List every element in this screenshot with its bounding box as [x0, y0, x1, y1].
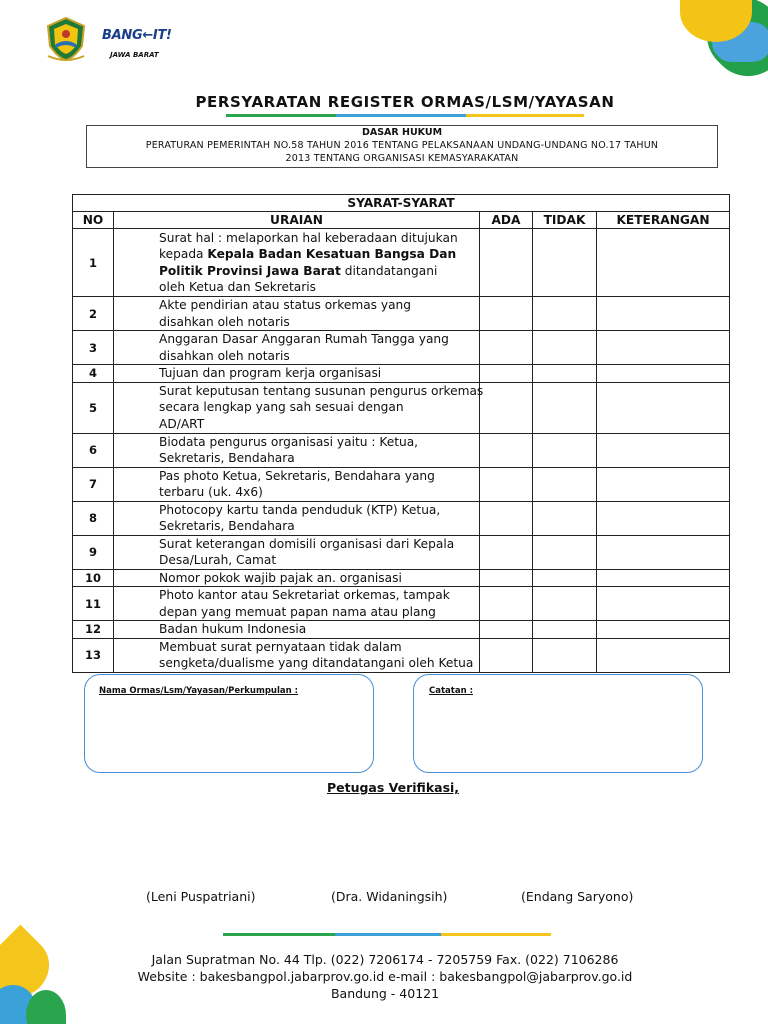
footer-web: Website : bakesbangpol.jabarprov.go.id e-mail : bakesbangpol@jabarprov.go.id [137, 969, 633, 984]
requirement-description [114, 229, 480, 297]
requirement-line: disahkan oleh notaris [159, 314, 290, 329]
requirement-line: Badan hukum Indonesia [159, 622, 307, 636]
table-row [73, 501, 730, 535]
ada-cell[interactable] [480, 501, 533, 535]
requirement-line: Biodata pengurus organisasi yaitu : Ketua, [159, 434, 419, 449]
row-number: 2 [73, 297, 114, 331]
requirement-line: Surat hal : melaporkan hal keberadaan ditujukan [159, 230, 458, 245]
brand-main-text: BANG←IT! [102, 28, 172, 43]
keterangan-cell[interactable] [597, 365, 730, 383]
requirement-description [114, 297, 480, 331]
keterangan-cell[interactable] [597, 587, 730, 621]
requirement-line: Akte pendirian atau status orkemas yang [159, 298, 412, 312]
requirement-text-bold: Politik Provinsi Jawa Barat [159, 263, 341, 278]
organization-name-box[interactable] [84, 674, 374, 773]
title-accent-yellow [466, 114, 584, 117]
page-title: PERSYARATAN REGISTER ORMAS/LSM/YAYASAN [195, 93, 615, 111]
tidak-cell[interactable] [533, 535, 597, 569]
requirement-line: Desa/Lurah, Camat [159, 553, 277, 567]
row-number: 9 [73, 535, 114, 569]
ada-cell[interactable] [480, 467, 533, 501]
table-header-row [73, 212, 730, 229]
requirement-line: disahkan oleh notaris [159, 348, 290, 363]
tidak-cell[interactable] [533, 382, 597, 433]
requirement-line: Surat keterangan domisili organisasi dari Kepala [159, 536, 455, 551]
requirement-text: ditandatangani [340, 263, 438, 278]
requirement-description [114, 331, 480, 365]
requirement-description [114, 587, 480, 621]
legal-basis-line: PERATURAN PEMERINTAH NO.58 TAHUN 2016 TENTANG PELAKSANAAN UNDANG-UNDANG NO.17 TAHUN [145, 140, 659, 151]
tidak-cell[interactable] [533, 638, 597, 672]
legal-basis-line: 2013 TENTANG ORGANISASI KEMASYARAKATAN [285, 153, 519, 164]
requirement-line: Anggaran Dasar Anggaran Rumah Tangga yang [159, 332, 449, 346]
requirement-text: kepada [159, 247, 208, 261]
keterangan-cell[interactable] [597, 229, 730, 297]
requirement-line: Tujuan dan program kerja organisasi [159, 366, 382, 380]
tidak-cell[interactable] [533, 331, 597, 365]
table-row [73, 621, 730, 639]
keterangan-cell[interactable] [597, 638, 730, 672]
signatory-name: (Endang Saryono) [521, 889, 634, 904]
table-row [73, 638, 730, 672]
tidak-cell[interactable] [533, 569, 597, 587]
ada-cell[interactable] [480, 569, 533, 587]
row-number: 4 [73, 365, 114, 383]
keterangan-cell[interactable] [597, 382, 730, 433]
keterangan-cell[interactable] [597, 569, 730, 587]
requirement-line: terbaru (uk. 4x6) [159, 485, 263, 499]
requirement-line: AD/ART [159, 416, 205, 431]
table-row [73, 587, 730, 621]
requirement-description [114, 501, 480, 535]
requirement-line: Membuat surat pernyataan tidak dalam [159, 639, 402, 654]
ada-cell[interactable] [480, 365, 533, 383]
row-number: 7 [73, 467, 114, 501]
requirement-description [114, 638, 480, 672]
row-number: 13 [73, 638, 114, 672]
legal-basis-heading: DASAR HUKUM [361, 127, 443, 138]
column-header-uraian: URAIAN [114, 212, 480, 229]
requirement-line: Surat keputusan tentang susunan pengurus orkemas [159, 383, 484, 398]
footer-accent-yellow [441, 933, 551, 936]
requirement-line: oleh Ketua dan Sekretaris [159, 280, 316, 294]
table-row [73, 535, 730, 569]
verification-heading: Petugas Verifikasi, [326, 780, 460, 795]
table-row [73, 569, 730, 587]
ada-cell[interactable] [480, 638, 533, 672]
footer-address: Jalan Supratman No. 44 Tlp. (022) 7206174 - 7205759 Fax. (022) 7106286 [151, 952, 619, 967]
tidak-cell[interactable] [533, 501, 597, 535]
ada-cell[interactable] [480, 331, 533, 365]
row-number: 3 [73, 331, 114, 365]
legal-basis-box [86, 125, 718, 168]
column-header-ada: ADA [480, 212, 533, 229]
footer-accent-green [223, 933, 335, 936]
table-row [73, 382, 730, 433]
title-accent-blue [336, 114, 466, 117]
table-row [73, 229, 730, 297]
requirement-text-bold: Kepala Badan Kesatuan Bangsa Dan [207, 247, 457, 261]
notes-label: Catatan : [429, 686, 473, 696]
requirement-line: depan yang memuat papan nama atau plang [159, 604, 436, 619]
requirement-line: Pas photo Ketua, Sekretaris, Bendahara yang [159, 468, 435, 483]
tidak-cell[interactable] [533, 621, 597, 639]
requirement-description [114, 621, 480, 639]
jawa-barat-emblem [44, 16, 88, 62]
row-number: 6 [73, 433, 114, 467]
tidak-cell[interactable] [533, 587, 597, 621]
ada-cell[interactable] [480, 382, 533, 433]
organization-name-label: Nama Ormas/Lsm/Yayasan/Perkumpulan : [99, 686, 299, 696]
requirement-line: secara lengkap yang sah sesuai dengan [159, 400, 404, 415]
column-header-tidak: TIDAK [533, 212, 597, 229]
keterangan-cell[interactable] [597, 501, 730, 535]
requirement-line: Photocopy kartu tanda penduduk (KTP) Ketua, [159, 502, 441, 517]
requirement-line: Photo kantor atau Sekretariat orkemas, tampak [159, 588, 450, 602]
column-header-keterangan: KETERANGAN [597, 212, 730, 229]
requirement-line [159, 246, 475, 263]
requirement-description [114, 569, 480, 587]
requirement-description [114, 433, 480, 467]
tidak-cell[interactable] [533, 467, 597, 501]
keterangan-cell[interactable] [597, 467, 730, 501]
ada-cell[interactable] [480, 433, 533, 467]
keterangan-cell[interactable] [597, 297, 730, 331]
requirement-description [114, 365, 480, 383]
signatory-name: (Leni Puspatriani) [146, 889, 256, 904]
row-number: 1 [73, 229, 114, 297]
table-row [73, 331, 730, 365]
ada-cell[interactable] [480, 621, 533, 639]
requirement-line: Sekretaris, Bendahara [159, 519, 295, 533]
requirements-table [72, 194, 730, 673]
row-number: 5 [73, 382, 114, 433]
requirement-line: Sekretaris, Bendahara [159, 451, 295, 465]
row-number: 11 [73, 587, 114, 621]
ada-cell[interactable] [480, 535, 533, 569]
tidak-cell[interactable] [533, 297, 597, 331]
ada-cell[interactable] [480, 587, 533, 621]
column-header-no: NO [73, 212, 114, 229]
table-row [73, 365, 730, 383]
tidak-cell[interactable] [533, 365, 597, 383]
brand-sub-text: JAWA BARAT [110, 51, 159, 59]
bangkit-logo [102, 24, 182, 64]
table-caption: SYARAT-SYARAT [73, 195, 730, 212]
table-row [73, 433, 730, 467]
footer-accent-blue [335, 933, 441, 936]
ada-cell[interactable] [480, 297, 533, 331]
keterangan-cell[interactable] [597, 535, 730, 569]
requirement-description [114, 382, 484, 433]
keterangan-cell[interactable] [597, 433, 730, 467]
tidak-cell[interactable] [533, 433, 597, 467]
requirement-line [159, 263, 475, 280]
footer-city: Bandung - 40121 [330, 986, 440, 1001]
requirement-line: Nomor pokok wajib pajak an. organisasi [159, 570, 402, 585]
row-number: 8 [73, 501, 114, 535]
keterangan-cell[interactable] [597, 331, 730, 365]
row-number: 10 [73, 569, 114, 587]
signatory-name: (Dra. Widaningsih) [331, 889, 448, 904]
table-row [73, 467, 730, 501]
table-row [73, 297, 730, 331]
tidak-cell[interactable] [533, 229, 597, 297]
row-number: 12 [73, 621, 114, 639]
requirement-description [114, 467, 480, 501]
keterangan-cell[interactable] [597, 621, 730, 639]
notes-box[interactable] [413, 674, 703, 773]
requirement-line: sengketa/dualisme yang ditandatangani oleh Ketua [159, 656, 474, 670]
requirement-description [114, 535, 480, 569]
ada-cell[interactable] [480, 229, 533, 297]
title-accent-green [226, 114, 336, 117]
